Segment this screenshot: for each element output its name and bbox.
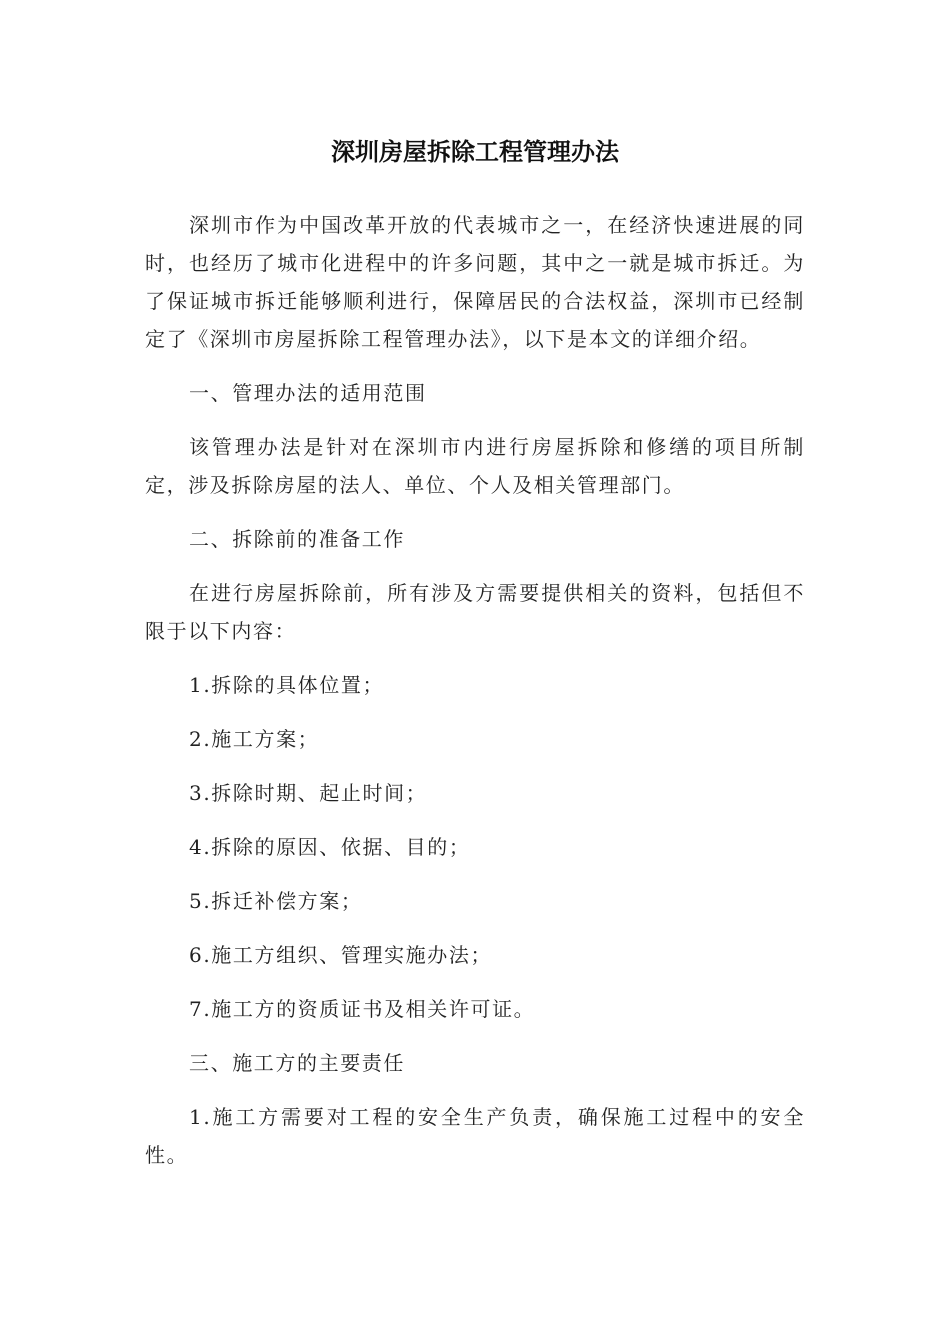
section-heading-preparation: 二、拆除前的准备工作	[189, 527, 405, 551]
document-body	[145, 132, 805, 1190]
section-heading-scope: 一、管理办法的适用范围	[189, 381, 427, 405]
document-title: 深圳房屋拆除工程管理办法	[331, 138, 619, 166]
list-item: 2.施工方案；	[189, 727, 320, 751]
section-heading-responsibility: 三、施工方的主要责任	[189, 1051, 405, 1075]
list-item: 3.拆除时期、起止时间；	[189, 781, 428, 805]
intro-paragraph: 深圳市作为中国改革开放的代表城市之一，在经济快速进展的同时，也经历了城市化进程中的许多问题，其中之一就是城市拆迁。为了保证城市拆迁能够顺利进行，保障居民的合法权益，深圳市已经制定了《深圳市房屋拆除工程管理办法》，以下是本文的详细介绍。	[145, 213, 805, 351]
list-item: 4.拆除的原因、依据、目的；	[189, 835, 471, 859]
list-item: 1.拆除的具体位置；	[189, 673, 385, 697]
list-item: 1.施工方需要对工程的安全生产负责，确保施工过程中的安全性。	[145, 1105, 805, 1167]
list-item: 5.拆迁补偿方案；	[189, 889, 363, 913]
preparation-paragraph: 在进行房屋拆除前，所有涉及方需要提供相关的资料，包括但不限于以下内容：	[145, 581, 805, 643]
list-item: 7.施工方的资质证书及相关许可证。	[189, 997, 536, 1021]
list-item: 6.施工方组织、管理实施办法；	[189, 943, 493, 967]
scope-paragraph: 该管理办法是针对在深圳市内进行房屋拆除和修缮的项目所制定，涉及拆除房屋的法人、单位、个人及相关管理部门。	[145, 435, 805, 497]
